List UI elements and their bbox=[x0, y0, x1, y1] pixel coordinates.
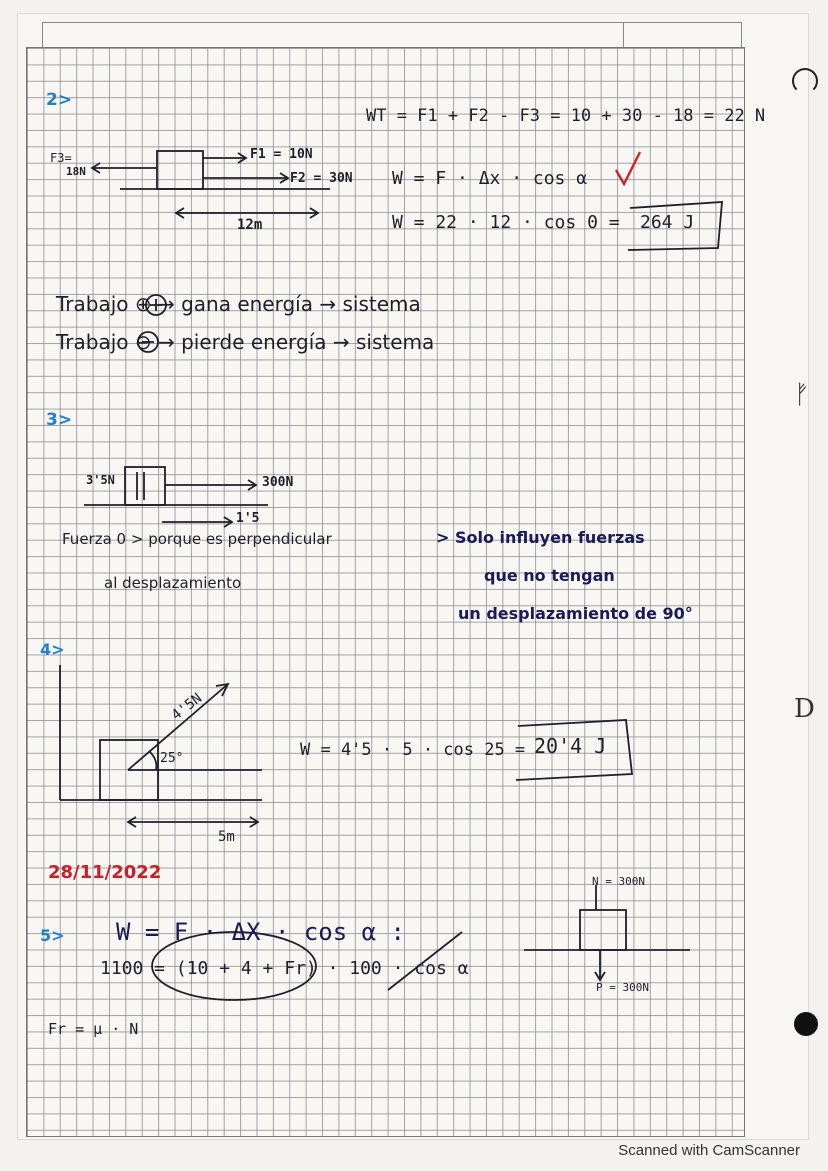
force-f1-label: F1 = 10N bbox=[250, 147, 313, 162]
problem-2-label: 2> bbox=[46, 90, 73, 110]
note-positive-work: Trabajo ⊕ → gana energía → sistema bbox=[56, 292, 421, 316]
scanner-credit: Scanned with CamScanner bbox=[618, 1142, 800, 1159]
work-formula: W = F · Δx · cos α bbox=[392, 168, 588, 189]
explanation-line-2: al desplazamiento bbox=[104, 574, 242, 592]
problem-3-label: 3> bbox=[46, 410, 73, 430]
force-f3-value: 18N bbox=[66, 165, 86, 178]
note-line-2: que no tengan bbox=[484, 566, 615, 585]
margin-mark: D bbox=[794, 694, 815, 724]
note-line-1: > Solo influyen fuerzas bbox=[436, 528, 645, 547]
left-force-label-p3: 3'5N bbox=[86, 473, 115, 487]
explanation-line-1: Fuerza 0 > porque es perpendicular bbox=[62, 530, 332, 548]
force-label-p4: 4'5N bbox=[168, 690, 206, 724]
force-f2-label: F2 = 30N bbox=[290, 171, 353, 186]
force-f3-label: F3= bbox=[50, 151, 72, 165]
distance-label-p2: 12m bbox=[237, 217, 263, 233]
note-negative-work: Trabajo ⊖ → pierde energía → sistema bbox=[56, 330, 435, 354]
check-mark bbox=[616, 152, 640, 184]
work-formula-p5: W = F · ΔX · cos α : bbox=[116, 918, 405, 946]
work-total-equation: WT = F1 + F2 - F3 = 10 + 30 - 18 = 22 N bbox=[366, 106, 766, 126]
right-force-label-p3: 300N bbox=[262, 475, 294, 490]
work-equation-p4: W = 4'5 · 5 · cos 25 = bbox=[300, 740, 526, 760]
work-result-p4: 20'4 J bbox=[534, 734, 607, 758]
friction-formula: Fr = μ · N bbox=[48, 1020, 139, 1038]
block-diagram-p2 bbox=[157, 151, 203, 189]
block-diagram-p5 bbox=[580, 910, 626, 950]
note-line-3: un desplazamiento de 90° bbox=[458, 604, 693, 623]
work-substitution: W = 22 · 12 · cos 0 = bbox=[392, 212, 620, 233]
margin-mark: ᚠ bbox=[794, 380, 810, 410]
block-diagram-p3 bbox=[125, 467, 165, 505]
problem-5-label: 5> bbox=[40, 926, 65, 945]
normal-force-label: N = 300N bbox=[592, 875, 645, 888]
work-result-p2: 264 J bbox=[640, 212, 695, 233]
weight-force-label: P = 300N bbox=[596, 981, 649, 994]
distance-label-p3: 1'5 bbox=[236, 511, 260, 526]
date-heading: 28/11/2022 bbox=[48, 862, 162, 883]
problem-4-label: 4> bbox=[40, 640, 65, 659]
angle-label-p4: 25° bbox=[160, 751, 184, 766]
work-substitution-p5: 1100 = (10 + 4 + Fr) · 100 · cos α bbox=[100, 958, 469, 979]
distance-label-p4: 5m bbox=[218, 829, 235, 845]
